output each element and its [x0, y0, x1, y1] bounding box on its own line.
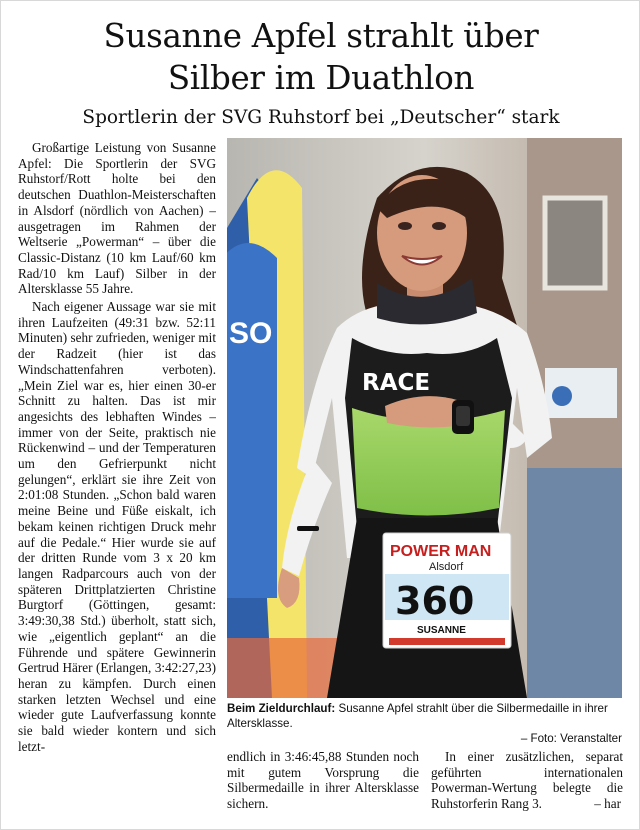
- banner-text: SO: [229, 317, 273, 350]
- column-3-text: [431, 749, 623, 812]
- bib-brand: POWER MAN: [390, 543, 492, 560]
- column-2-text: endlich in 3:46:45,88 Stunden noch mit gutem Vorsprung die Silbermedaille in ihrer Altersklasse sichern.: [227, 749, 419, 812]
- bib-name: SUSANNE: [417, 625, 466, 636]
- race-bib: [383, 533, 511, 648]
- column-3-content: In einer zusätzlichen, separat geführten internationalen Powerman-Wertung belegte die Ruhstorferin Rang 3.: [431, 749, 623, 812]
- photo-credit: – Foto: Veranstalter: [520, 732, 622, 745]
- photo-illustration: [227, 138, 622, 698]
- article-column-2: [227, 749, 419, 819]
- caption-lead: Beim Zieldurchlauf:: [227, 702, 336, 715]
- headline-line-1: Susanne Apfel strahlt über: [103, 17, 539, 55]
- athlete-photo: [227, 138, 622, 698]
- author-signoff: – har: [594, 796, 621, 812]
- photo-caption: [227, 701, 622, 746]
- article-column-1: [18, 140, 216, 820]
- paragraph-2: Nach eigener Aussage war sie mit ihren Laufzeiten (49:31 bzw. 52:11 Minuten) sehr zufrieden, weniger mit der Radzeit (hier ist das Windschattenfahren verboten). „Mein Ziel war es, hier einen 30-er Schnitt zu halten. Das ist mir angesichts des lebhaften Windes – immer von der Seite, praktisch nie Rückenwind – und der Temperaturen um den Gefrierpunkt nicht gelungen“, erklärt sie ihre Zeit von 2:01:08 Stunden. „Schon bald waren meine Beine und Füße eiskalt, ich bekam keinen richtigen Druck mehr auf die Pedale.“ Hier wurde sie auf der dritten Runde vom 3 x 20 km langen Radparcours auch von der späteren Drittplatzierten Christine Burgtorf (Göttingen, gesamt: 3:49:30,38 Std.) überholt, statt sich, wie „eigentlich geplant“ an die Führende und spätere Gewinnerin Gertrud Härer (Erlangen, 3:42:27,23) heran zu kämpfen. Durch einen starken letzten Wechsel und eine wieder gute Laufverfassung konnte sie bald wieder kontern und sich letzt-: [18, 299, 216, 754]
- subheadline: Sportlerin der SVG Ruhstorf bei „Deutscher“ stark: [82, 107, 560, 128]
- bib-number: 360: [395, 579, 475, 623]
- caption-text: Susanne Apfel strahlt über die Silbermedaille in ihrer Altersklasse.: [227, 702, 608, 730]
- shirt-race-text: RACE: [362, 370, 431, 396]
- headline: [21, 15, 621, 99]
- headline-line-2: Silber im Duathlon: [167, 59, 475, 97]
- article-column-3: [431, 749, 623, 819]
- bib-location: Alsdorf: [429, 561, 464, 573]
- paragraph-1: Großartige Leistung von Susanne Apfel: Die Sportlerin der SVG Ruhstorf/Rott holte bei den deutschen Duathlon-Meisterschaften in Alsdorf (nördlich von Aachen) – ausgetragen im Rahmen der Weltserie „Powerman“ – über die Classic-Distanz (10 km Lauf/60 km Rad/10 km Lauf) Silber in der Altersklasse 55 Jahre.: [18, 140, 216, 297]
